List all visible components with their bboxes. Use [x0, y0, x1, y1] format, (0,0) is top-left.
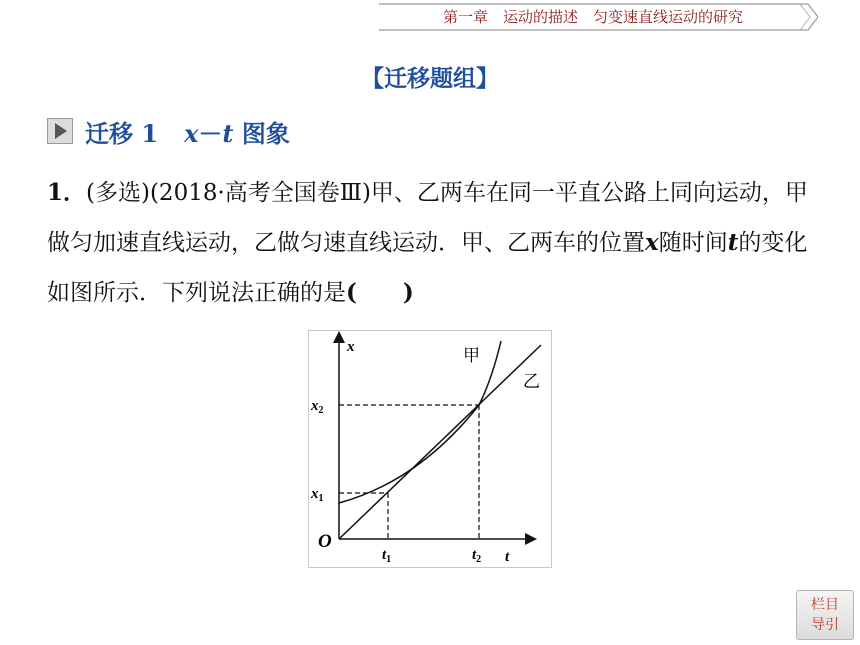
subsection-heading: [47, 113, 290, 149]
nav-button-line2: 导引: [811, 617, 839, 633]
x-axis-label: t: [505, 549, 510, 565]
x2-label: $x_2$: [311, 398, 324, 416]
question-text: [47, 168, 827, 318]
curve-jia-label: 甲: [463, 346, 480, 366]
question-part3: 的变化如图所示．下列说法正确的是: [47, 230, 808, 306]
chapter-title: 第一章 运动的描述 匀变速直线运动的研究: [442, 8, 743, 26]
question-part1: (多选)(2018·高考全国卷Ⅲ)甲、乙两车在同一平直公路上同向运动，甲做匀加速直线运动，乙做匀速直线运动．甲、乙两车的位置: [47, 180, 808, 256]
answer-bracket: ( ): [346, 279, 414, 306]
subsection-label: 迁移 1: [85, 118, 159, 148]
topic-var-x: x: [184, 118, 199, 148]
y-axis-label: x: [347, 339, 355, 355]
topic-dash: －: [198, 118, 223, 148]
chapter-header: [378, 3, 818, 31]
x1-label: $x_1$: [311, 486, 324, 504]
topic-var-t: t: [222, 118, 234, 148]
line-yi-label: 乙: [523, 372, 540, 392]
line-yi: [339, 345, 541, 539]
nav-button-line1: 栏目: [811, 597, 839, 613]
t1-label: $t_1$: [382, 547, 392, 565]
xt-graph-figure: [308, 330, 552, 568]
column-nav-button[interactable]: [796, 590, 854, 640]
section-title: 【迁移题组】: [361, 65, 499, 92]
origin-label: O: [318, 531, 332, 552]
topic-suffix: 图象: [233, 118, 290, 148]
question-var-x: x: [645, 229, 659, 256]
xt-graph: [309, 331, 551, 567]
subsection-topic: [184, 114, 290, 149]
question-var-t: t: [727, 229, 739, 256]
t2-label: $t_2$: [472, 547, 482, 565]
question-number: 1．: [47, 179, 87, 206]
question-part2: 随时间: [658, 230, 728, 256]
play-icon: [47, 118, 73, 144]
